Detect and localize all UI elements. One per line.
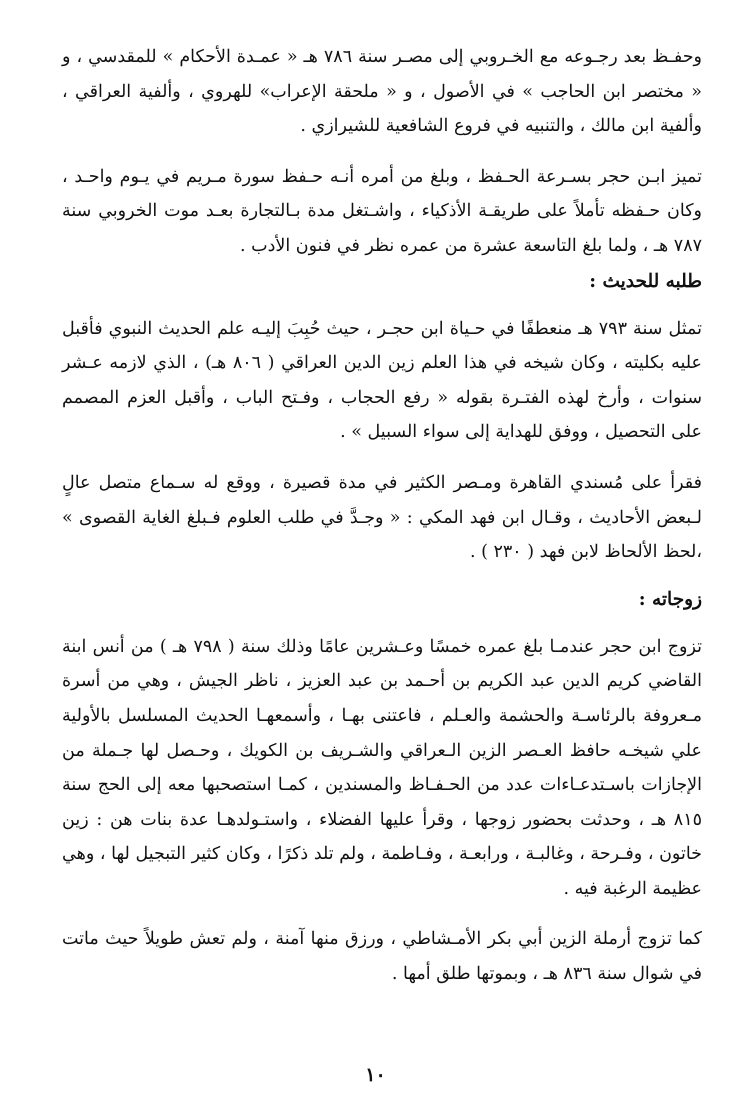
heading-hadith-study: طلبه للحديث : (589, 270, 702, 292)
spacer (62, 618, 702, 630)
heading-wives: زوجاته : (638, 588, 702, 610)
paragraph-second-marriage: كما تزوج أرملة الزين أبي بكر الأمـشاطي ، ورزق منها آمنة ، ولم تعش طويلاً حيث ماتت في شوال سنة ٨٣٦ هـ ، وبموتها طلق أمها . (62, 929, 702, 985)
spacer (62, 450, 702, 466)
spacer (62, 144, 702, 160)
paragraph-memorization: وحفـظ بعد رجـوعه مع الخـروبي إلى مصـر سنة ٧٨٦ هـ « عمـدة الأحكام » للمقدسي ، و « مختصر ابن الحاجب » في الأصول ، و « ملحقة الإعراب» للهروي ، وألفية العراقي ، وألفية ابن مالك ، والتنبيه في فروع الشافعية للشيرازي . (62, 47, 702, 137)
paragraph-first-marriage: تزوج ابن حجر عندمـا بلغ عمره خمسًا وعـشرين عامًا وذلك سنة ( ٧٩٨ هـ ) من أنس ابنة القاضي كريم الدين عبد الكريم بن أحـمد بن عبد العزيز ، ناظر الجيش ، وهي من أسرة مـعروفة بالرئاسـة والحشمة والعـلم ، فاعتنى بهـا ، وأسمعهـا الحديث المسلسل بالأولية علي شيخـه حافظ العـصر الزين الـعراقي والشـريف بن الكويك ، وحـصل لها جـملة من الإجازات باسـتدعـاءات عدد من الحـفـاظ والمسندين ، كمـا استصحبها معه إلى الحج سنة ٨١٥ هـ ، وحدثت بحضور زوجها ، وقرأ عليها الفضلاء ، واستـولدهـا عدة بنات هن : زين خاتون ، وفـرحة ، وغالبـة ، ورابعـة ، وفـاطمة ، ولم تلد ذكرًا ، وكان كثير التبجيل لها ، وهي عظيمة الرغبة فيه . (62, 636, 702, 899)
page-body (62, 40, 702, 992)
page-number: ١٠ (365, 1064, 386, 1086)
spacer (62, 570, 702, 582)
spacer (62, 300, 702, 312)
paragraph-cairo-teachers: فقرأ على مُسندي القاهرة ومـصر الكثير في مدة قصيرة ، ووقع له سـماع متصل عالٍ لـبعض الأحاديث ، وقـال ابن فهد المكي : « وجـدَّ في طلب العلوم فـبلغ الغاية القصوى » ،لحظ الألحاظ لابن فهد ( ٢٣٠ ) . (62, 472, 702, 563)
paragraph-distinction: تميز ابـن حجر بسـرعة الحـفظ ، وبلغ من أمره أنـه حـفظ سورة مـريم في يـوم واحـد ، وكان حـفظه تأملاً على طريقـة الأذكياء ، واشـتغل مدة بـالتجارة بعـد موت الخروبي سنة ٧٨٧ هـ ، ولما بلغ التاسعة عشرة من عمره نظر في فنون الأدب . (62, 166, 702, 256)
paragraph-hadith-turning-point: تمثل سنة ٧٩٣ هـ منعطفًا في حـياة ابن حجـر ، حيث حُبِبَ إليـه علم الحديث النبوي فأقبل عليه بكليته ، وكان شيخه في هذا العلم زين الدين العراقي ( ٨٠٦ هـ) ، الذي لازمه عـشر سنوات ، وأرخ لهذه الفتـرة بقوله « رفع الحجاب ، وفـتح الباب ، وأقبل العزم المصمم على التحصيل ، ووفق للهداية إلى سواء السبيل » . (62, 318, 702, 443)
spacer (62, 906, 702, 922)
